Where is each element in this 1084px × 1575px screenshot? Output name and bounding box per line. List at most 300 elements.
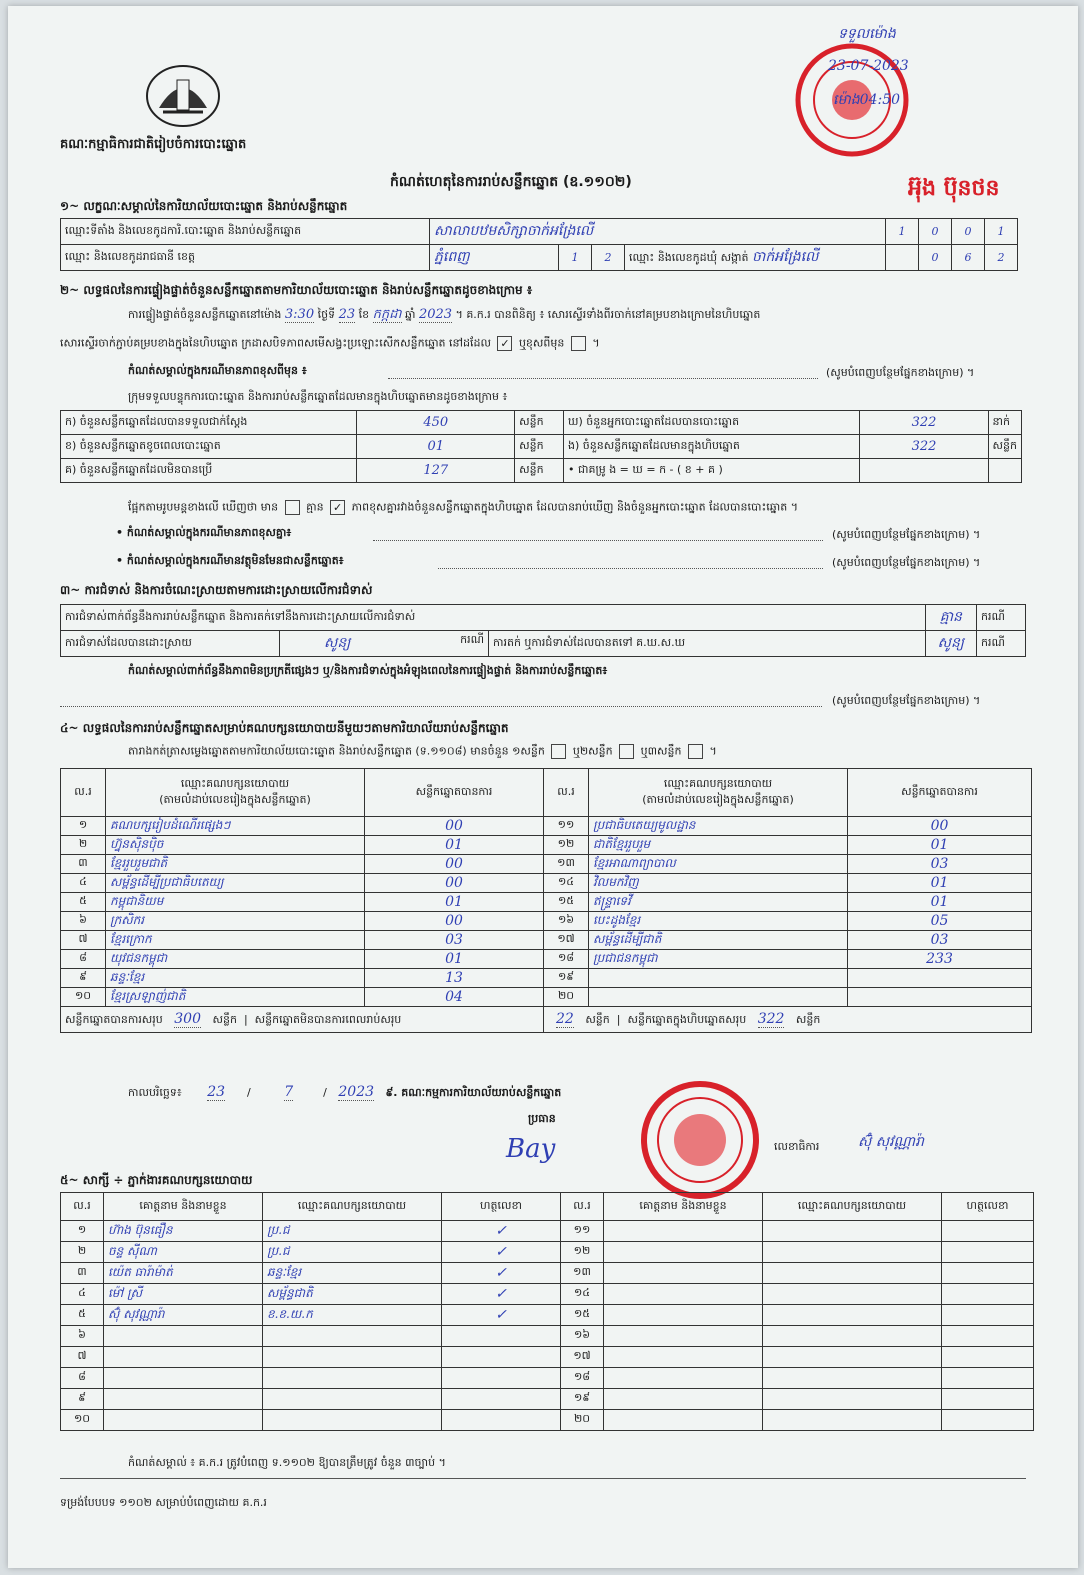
- witness-no-right: ១១: [561, 1221, 604, 1242]
- has-diff-checkbox[interactable]: [285, 500, 300, 515]
- location-code-3: 0: [952, 219, 985, 245]
- witness-no-left: ១: [61, 1221, 104, 1242]
- witness-no-left: ៦: [61, 1326, 104, 1347]
- witness-row: [61, 1368, 1034, 1389]
- appeal-label: ការតក់ ឬការជំទាស់ដែលបានតទៅ គ.ឃ.ស.ឃ: [489, 631, 926, 657]
- party-no-left: ១០: [61, 988, 106, 1007]
- witness-no-right: ១៨: [561, 1368, 604, 1389]
- ballot-count-unit: សន្លឹក: [515, 459, 564, 483]
- ballot-count-label: ក) ចំនួនសន្លឹកឆ្នោតដែលបានទទួលជាក់ស្តែង: [61, 411, 357, 435]
- bullet1: • កំណត់សម្គាល់ក្នុងករណីមានភាពខុសគ្នា៖: [116, 526, 292, 539]
- party-no-right: ១៤: [544, 874, 589, 893]
- complaints-value: គ្មាន: [925, 605, 976, 631]
- commune-value: ចាក់អង្រែលើ: [752, 249, 819, 265]
- location-code-1: 1: [886, 219, 919, 245]
- ballot-count-table: [60, 410, 1022, 483]
- section1-heading: ១~ លក្ខណៈសម្គាល់នៃការិយាល័យបោះឆ្នោត និងរាប់សន្លឹកឆ្នោត: [60, 199, 348, 213]
- col-party-left-title: ឈ្មោះគណបក្សនយោបាយ: [180, 776, 290, 790]
- witness-sign-left: [442, 1326, 561, 1347]
- witness-no-right: ១៤: [561, 1284, 604, 1305]
- witness-table: [60, 1192, 1034, 1431]
- party-votes-right: [848, 988, 1032, 1007]
- line1-b: ថ្ងៃទី: [317, 308, 336, 321]
- ballot-count-row: [61, 411, 1022, 435]
- party-votes-left: 01: [365, 836, 544, 855]
- party-votes-left: 00: [365, 912, 544, 931]
- form-note: ទម្រង់បែបបទ ១១០២ សម្រាប់បំពេញដោយ គ.ក.រ: [60, 1496, 267, 1509]
- different-checkbox[interactable]: [571, 336, 586, 351]
- section2-sub: ក្រុមទទួលបន្ទុកការបោះឆ្នោត និងការរាប់សន្លឹកឆ្នោតដែលមានក្នុងហិបឆ្នោតមានដូចខាងក្រោម ៖: [128, 390, 508, 403]
- witness-row: [61, 1242, 1034, 1263]
- w-col-sign-left: ហត្ថលេខា: [442, 1193, 561, 1221]
- witness-party-left: ខ.ខ.យ.ក: [263, 1305, 442, 1326]
- witness-no-left: ៧: [61, 1347, 104, 1368]
- one-sheet-checkbox[interactable]: [551, 744, 566, 759]
- province-code-1: 1: [559, 245, 592, 271]
- three-sheet-checkbox[interactable]: [688, 744, 703, 759]
- witness-row: [61, 1389, 1034, 1410]
- line1-a: ការផ្ទៀងផ្ទាត់ចំនួនសន្លឹកឆ្នោតនៅម៉ោង: [128, 308, 282, 321]
- total-valid-unit: សន្លឹក: [212, 1012, 237, 1026]
- bullet1-suffix: (សូមបំពេញបន្ថែមផ្នែកខាងក្រោម) ។: [832, 528, 981, 541]
- witness-sign-right: [942, 1326, 1034, 1347]
- party-votes-right: 233: [848, 950, 1032, 969]
- col-party-left-sub: (តាមលំដាប់លេខរៀងក្នុងសន្លឹកឆ្នោត): [159, 792, 311, 806]
- section3-note-line: [60, 706, 822, 707]
- witness-party-right: [763, 1389, 942, 1410]
- line1-d: ឆ្នាំ: [405, 308, 416, 321]
- compare-line: [128, 500, 1028, 517]
- location-value: សាលាបឋមសិក្សាចាក់អង្រែលើ: [430, 219, 886, 245]
- party-party-right: [589, 969, 848, 988]
- note1-line: [388, 378, 818, 379]
- complaints-label: ការជំទាស់ពាក់ព័ន្ធនឹងការរាប់សន្លឹកឆ្នោត និងការតក់ទៅនឹងការដោះស្រាយលើការជំទាស់: [61, 605, 926, 631]
- party-votes-right: [848, 969, 1032, 988]
- bullet2-suffix: (សូមបំពេញបន្ថែមផ្នែកខាងក្រោម) ។: [832, 556, 981, 569]
- witness-party-right: [763, 1347, 942, 1368]
- total-valid-label: សន្លឹកឆ្នោតបានការសរុប: [65, 1012, 163, 1026]
- province-label: ឈ្មោះ និងលេខកូដរាជធានី ខេត្ត: [61, 245, 430, 271]
- party-no-left: ១: [61, 817, 106, 836]
- complaints-unit: ករណី: [977, 605, 1026, 631]
- witness-sign-left: [442, 1347, 561, 1368]
- party-no-left: ៧: [61, 931, 106, 950]
- witness-no-left: ៨: [61, 1368, 104, 1389]
- witness-sign-right: [942, 1347, 1034, 1368]
- w-col-party-right: ឈ្មោះគណបក្សនយោបាយ: [763, 1193, 942, 1221]
- witness-no-right: ១៣: [561, 1263, 604, 1284]
- w-col-no-right: ល.រ: [561, 1193, 604, 1221]
- witness-name-right: [604, 1263, 763, 1284]
- results-row: [61, 931, 1032, 950]
- w-col-name-left: គោត្តនាម និងនាមខ្លួន: [104, 1193, 263, 1221]
- witness-row: [61, 1221, 1034, 1242]
- results-row: [61, 893, 1032, 912]
- compare-a: ផ្អែកតាមរូបមន្តខាងលើ ឃើញថា មាន: [128, 500, 279, 514]
- section2-heading: ២~ លទ្ធផលនៃការផ្ទៀងផ្ទាត់ចំនួនសន្លឹកឆ្នោតតាមការិយាល័យបោះឆ្នោត និងរាប់សន្លឹកឆ្នោតដូចខាងក្រោម ៖: [60, 283, 533, 297]
- witness-sign-right: [942, 1284, 1034, 1305]
- witness-row: [61, 1305, 1034, 1326]
- party-party-left: គណបក្សរៀបដំណើរផ្សេងៗ: [106, 817, 365, 836]
- party-no-left: ៣: [61, 855, 106, 874]
- complaints-table: [60, 604, 1026, 657]
- party-party-right: វិលមកវិញ: [589, 874, 848, 893]
- location-code-2: 0: [919, 219, 952, 245]
- compare-c: ភាពខុសគ្នារវាងចំនួនសន្លឹកឆ្នោតក្នុងហិបឆ្នោត ដែលបានរាប់ឃើញ និងចំនួនអ្នកបោះឆ្នោត ដែលបានបោះឆ្នោត ។: [351, 500, 798, 514]
- section4-intro: តារាងកត់ត្រាសម្លេងឆ្នោតតាមការិយាល័យបោះឆ្នោត និងរាប់សន្លឹកឆ្នោត (ទ.១១០៨) មានចំនួន ១សន្លឹក ឬ២សន្លឹក ឬ៣សន្លឹក ។: [128, 744, 717, 758]
- witness-name-left: [104, 1347, 263, 1368]
- party-no-left: ៥: [61, 893, 106, 912]
- time-value: 3:30: [284, 307, 315, 322]
- party-votes-left: 00: [365, 874, 544, 893]
- note1: កំណត់សម្គាល់ក្នុងករណីមានភាពខុសពីមុន ៖: [128, 364, 307, 377]
- col-no-right: ល.រ: [544, 769, 589, 817]
- witness-no-right: ១២: [561, 1242, 604, 1263]
- committee-sign-label: ៩. គណៈកម្មការការិយាល័យរាប់សន្លឹកឆ្នោត: [385, 1086, 562, 1099]
- witness-name-left: យ៉េត ធារ៉ាម៉ាត់: [104, 1263, 263, 1284]
- party-party-left: យុវជនកម្ពុជា: [106, 950, 365, 969]
- nec-emblem-icon: [143, 58, 223, 130]
- resolved-label: ការជំទាស់ដែលបានដោះស្រាយ: [61, 631, 280, 657]
- appeal-value: សូន្យ: [925, 631, 976, 657]
- party-votes-right: 01: [848, 836, 1032, 855]
- witness-row: [61, 1284, 1034, 1305]
- appeal-unit: ករណី: [977, 631, 1026, 657]
- witness-name-left: [104, 1368, 263, 1389]
- total-invalid-unit: សន្លឹក: [585, 1012, 610, 1026]
- col-votes-right: សន្លឹកឆ្នោតបានការ: [848, 769, 1032, 817]
- ballot-count-value2: [860, 459, 988, 483]
- witness-party-left: សម្ព័ន្ធជាតិ: [263, 1284, 442, 1305]
- total-box-label: សន្លឹកឆ្នោតក្នុងហិបឆ្នោតសរុប: [627, 1012, 747, 1026]
- witness-party-left: [263, 1389, 442, 1410]
- secretary-signature: ស៊ុំ សុវណ្ណារ៉ា: [858, 1134, 924, 1150]
- stamp-note-2: 23-07-2023: [828, 58, 909, 74]
- resolved-value: សូន្យ: [324, 635, 351, 651]
- date-label: កាលបរិច្ឆេទ៖: [128, 1086, 182, 1099]
- witness-sign-left: [442, 1410, 561, 1431]
- witness-name-right: [604, 1242, 763, 1263]
- witness-no-left: ៩: [61, 1389, 104, 1410]
- section1-table: [60, 218, 1018, 271]
- results-row: [61, 817, 1032, 836]
- party-no-right: ១៨: [544, 950, 589, 969]
- witness-name-left: [104, 1389, 263, 1410]
- ballot-count-label2: ង) ចំនួនសន្លឹកឆ្នោតដែលមានក្នុងហិបឆ្នោត: [564, 435, 860, 459]
- location-label: ឈ្មោះទីតាំង និងលេខកូដការិ.បោះឆ្នោត និងរាប់សន្លឹកឆ្នោត: [61, 219, 430, 245]
- line1-c: ខែ: [358, 308, 370, 321]
- witness-party-left: ឆន្ទៈខ្មែរ: [263, 1263, 442, 1284]
- party-no-right: ១៩: [544, 969, 589, 988]
- same-checkbox[interactable]: ✓: [497, 336, 512, 351]
- party-votes-left: 04: [365, 988, 544, 1007]
- official-seal: [630, 1080, 770, 1200]
- witness-sign-left: ✓: [442, 1242, 561, 1263]
- party-no-right: ១៦: [544, 912, 589, 931]
- witness-party-left: ប្រ.ជ: [263, 1242, 442, 1263]
- line2-text: សោរស្ទើរចាក់ភ្ជាប់គម្របខាងក្នុងនៃហិបឆ្នោត ក្រដាសបិទភាពសមើសង្វះប្រឡោះសើកសន្លឹកឆ្នោត នៅដដែល: [60, 336, 491, 350]
- witness-party-right: [763, 1326, 942, 1347]
- total-invalid-value: 22: [556, 1010, 574, 1027]
- witness-sign-left: [442, 1389, 561, 1410]
- date-day: 23: [207, 1084, 226, 1100]
- ballot-count-label2: • ជាគម្រូ ង = ឃ = ក - ( ខ + គ ): [564, 459, 860, 483]
- total-valid-value: 300: [174, 1010, 201, 1027]
- witness-party-left: [263, 1326, 442, 1347]
- party-no-right: ១១: [544, 817, 589, 836]
- ballot-count-unit2: នាក់: [988, 411, 1021, 435]
- witness-sign-right: [942, 1305, 1034, 1326]
- witness-sign-left: ✓: [442, 1284, 561, 1305]
- witness-sign-left: ✓: [442, 1305, 561, 1326]
- date-year: 2023: [338, 1084, 375, 1100]
- witness-sign-right: [942, 1410, 1034, 1431]
- ballot-count-label: ខ) ចំនួនសន្លឹកឆ្នោតខូចពេលបោះឆ្នោត: [61, 435, 357, 459]
- form-title: កំណត់ហេតុនៃការរាប់សន្លឹកឆ្នោត (ឧ.១១០២): [390, 174, 632, 190]
- party-votes-left: 00: [365, 855, 544, 874]
- ballot-count-label: គ) ចំនួនសន្លឹកឆ្នោតដែលមិនបានប្រើ: [61, 459, 357, 483]
- witness-no-left: ២: [61, 1242, 104, 1263]
- two-sheet-checkbox[interactable]: [619, 744, 634, 759]
- month-value: កក្កដា: [372, 307, 402, 322]
- party-party-right: ឥន្ទ្រាទេវី: [589, 893, 848, 912]
- witness-party-left: ប្រ.ជ: [263, 1221, 442, 1242]
- document-page: [8, 6, 1078, 1568]
- results-row: [61, 950, 1032, 969]
- party-votes-right: 03: [848, 931, 1032, 950]
- total-box-cell: 22 សន្លឹក | សន្លឹកឆ្នោតក្នុងហិបឆ្នោតសរុប 322 សន្លឹក: [544, 1007, 1032, 1033]
- witness-no-right: ១៧: [561, 1347, 604, 1368]
- ballot-count-row: [61, 435, 1022, 459]
- witness-sign-left: ✓: [442, 1263, 561, 1284]
- results-row: [61, 855, 1032, 874]
- party-no-right: ១២: [544, 836, 589, 855]
- party-votes-left: 00: [365, 817, 544, 836]
- witness-no-left: ៥: [61, 1305, 104, 1326]
- witness-no-right: ១៦: [561, 1326, 604, 1347]
- ballot-count-unit2: សន្លឹក: [988, 435, 1021, 459]
- intro-a: តារាងកត់ត្រាសម្លេងឆ្នោតតាមការិយាល័យបោះឆ្នោត និងរាប់សន្លឹកឆ្នោត (ទ.១១០៨) មានចំនួន ១សន្លឹក: [128, 744, 545, 758]
- witness-name-left: ស៊ុំ សុវណ្ណារ៉ា: [104, 1305, 263, 1326]
- witness-row: [61, 1410, 1034, 1431]
- witness-sign-right: [942, 1389, 1034, 1410]
- stamp-note-1: ទទួលម៉ោង: [838, 26, 896, 42]
- note1-suffix: (សូមបំពេញបន្ថែមផ្នែកខាងក្រោម) ។: [826, 366, 975, 379]
- witness-no-right: ១៥: [561, 1305, 604, 1326]
- party-party-right: ប្រជាធិបតេយ្យមូលដ្ឋាន: [589, 817, 848, 836]
- section2-line1: [128, 306, 1028, 325]
- party-party-left: សម្ព័ន្ធដើម្បីប្រជាធិបតេយ្យ: [106, 874, 365, 893]
- section3-note: កំណត់សម្គាល់ពាក់ព័ន្ធនឹងភាពមិនប្រក្រតីផ្សេងៗ ឬ/និងការជំទាស់ក្នុងអំឡុងពេលនៃការផ្ទៀងផ្ទាត់ និងការរាប់សន្លឹកឆ្នោត៖: [128, 664, 608, 677]
- party-no-right: ១៧: [544, 931, 589, 950]
- ballot-count-row: [61, 459, 1022, 483]
- ballot-count-unit: សន្លឹក: [515, 435, 564, 459]
- witness-party-right: [763, 1410, 942, 1431]
- witness-sign-right: [942, 1221, 1034, 1242]
- chair-label: ប្រធាន: [528, 1112, 556, 1125]
- footnote: កំណត់សម្គាល់ ៖ គ.ក.រ ត្រូវបំពេញ ទ.១១០២ ឱ្យបានត្រឹមត្រូវ ចំនួន ៣ច្បាប់ ។: [128, 1456, 446, 1469]
- party-votes-right: 03: [848, 855, 1032, 874]
- results-row: [61, 836, 1032, 855]
- witness-name-right: [604, 1326, 763, 1347]
- witness-sign-right: [942, 1263, 1034, 1284]
- party-party-right: សម្ព័ន្ធដើម្បីជាតិ: [589, 931, 848, 950]
- col-party-right-title: ឈ្មោះគណបក្សនយោបាយ: [663, 776, 773, 790]
- party-no-left: ៩: [61, 969, 106, 988]
- resolved-unit: ករណី: [460, 633, 484, 646]
- year-value: 2023: [418, 307, 453, 322]
- witness-no-left: ១០: [61, 1410, 104, 1431]
- section4-heading: ៤~ លទ្ធផលនៃការរាប់សន្លឹកឆ្នោតសម្រាប់គណបក្សនយោបាយនីមួយៗតាមការិយាល័យរាប់សន្លឹកឆ្នោត: [60, 721, 509, 735]
- ballot-count-value: 450: [357, 411, 515, 435]
- witness-party-left: [263, 1368, 442, 1389]
- party-party-left: ហ្វ៊ុនស៊ិនប៉ិច: [106, 836, 365, 855]
- party-no-right: ១៣: [544, 855, 589, 874]
- party-party-left: ខ្មែររួបរួមជាតិ: [106, 855, 365, 874]
- no-diff-checkbox[interactable]: ✓: [330, 500, 345, 515]
- section3-note-suffix: (សូមបំពេញបន្ថែមផ្នែកខាងក្រោម) ។: [832, 694, 981, 707]
- total-box-value: 322: [757, 1010, 785, 1027]
- party-votes-right: 05: [848, 912, 1032, 931]
- witness-name-left: [104, 1410, 263, 1431]
- w-col-no-left: ល.រ: [61, 1193, 104, 1221]
- red-name-label: អ៊ុង ប៊ុនថន: [908, 176, 1000, 201]
- results-row: [61, 912, 1032, 931]
- witness-name-right: [604, 1368, 763, 1389]
- commune-label-text: ឈ្មោះ និងលេខកូដឃុំ សង្កាត់: [629, 251, 749, 264]
- witness-no-left: ៤: [61, 1284, 104, 1305]
- ballot-count-value2: 322: [860, 411, 988, 435]
- col-party-right: [589, 769, 848, 817]
- witness-name-right: [604, 1410, 763, 1431]
- bullet1-line: [373, 540, 823, 541]
- witness-name-left: [104, 1326, 263, 1347]
- party-no-left: ២: [61, 836, 106, 855]
- party-party-right: ខ្មែរអាណាព្យាបាល: [589, 855, 848, 874]
- resolved-cell: [280, 631, 489, 657]
- secretary-label: លេខាធិការ: [774, 1140, 820, 1153]
- party-no-left: ៤: [61, 874, 106, 893]
- party-votes-right: 01: [848, 874, 1032, 893]
- bullet2: • កំណត់សម្គាល់ក្នុងករណីមានវត្ថុមិនមែនជាសន្លឹកឆ្នោត៖: [116, 554, 344, 567]
- province-code-2: 2: [592, 245, 625, 271]
- ballot-count-value: 01: [357, 435, 515, 459]
- witness-name-right: [604, 1284, 763, 1305]
- witness-no-left: ៣: [61, 1263, 104, 1284]
- results-row: [61, 874, 1032, 893]
- w-col-sign-right: ហត្ថលេខា: [942, 1193, 1034, 1221]
- ballot-count-label2: ឃ) ចំនួនអ្នកបោះឆ្នោតដែលបានបោះឆ្នោត: [564, 411, 860, 435]
- party-party-left: ឆន្ទៈខ្មែរ: [106, 969, 365, 988]
- section3-heading: ៣~ ការជំទាស់ និងការចំណេះស្រាយតាមការដោះស្រាយលើការជំទាស់: [60, 583, 373, 597]
- party-party-right: [589, 988, 848, 1007]
- date-month: 7: [284, 1084, 294, 1100]
- w-col-name-right: គោត្តនាម និងនាមខ្លួន: [604, 1193, 763, 1221]
- day-value: 23: [338, 307, 356, 322]
- witness-party-right: [763, 1263, 942, 1284]
- witness-name-right: [604, 1221, 763, 1242]
- commune-label: [625, 245, 886, 271]
- col-party-right-sub: (តាមលំដាប់លេខរៀងក្នុងសន្លឹកឆ្នោត): [642, 792, 794, 806]
- date-line: កាលបរិច្ឆេទ៖ 23 / 7 / 2023 ៩. គណៈកម្មការការិយាល័យរាប់សន្លឹកឆ្នោត: [128, 1084, 562, 1100]
- party-party-left: កម្ពុជានិយម: [106, 893, 365, 912]
- party-votes-right: 01: [848, 893, 1032, 912]
- commune-code-2: 6: [952, 245, 985, 271]
- witness-sign-right: [942, 1368, 1034, 1389]
- col-votes-left: សន្លឹកឆ្នោតបានការ: [365, 769, 544, 817]
- witness-party-right: [763, 1284, 942, 1305]
- witness-sign-left: [442, 1368, 561, 1389]
- witness-no-right: ១៩: [561, 1389, 604, 1410]
- witness-name-right: [604, 1305, 763, 1326]
- party-votes-right: 00: [848, 817, 1032, 836]
- witness-row: [61, 1347, 1034, 1368]
- ballot-count-unit2: [988, 459, 1021, 483]
- party-votes-left: 01: [365, 893, 544, 912]
- province-value: ភ្នំពេញ: [430, 245, 559, 271]
- party-no-right: ១៥: [544, 893, 589, 912]
- party-party-right: បេះដូងខ្មែរ: [589, 912, 848, 931]
- w-col-party-left: ឈ្មោះគណបក្សនយោបាយ: [263, 1193, 442, 1221]
- footer-divider: [60, 1478, 1026, 1479]
- line2-b: ឬខុសពីមុន: [518, 336, 565, 350]
- total-invalid-label: សន្លឹកឆ្នោតមិនបានការពេលរាប់សរុប: [254, 1012, 402, 1026]
- bullet2-line: [438, 568, 823, 569]
- witness-row: [61, 1263, 1034, 1284]
- intro-c: ឬ៣សន្លឹក: [640, 744, 682, 758]
- results-row: [61, 988, 1032, 1007]
- party-party-right: ជាតិខ្មែររួបរួម: [589, 836, 848, 855]
- party-no-left: ៦: [61, 912, 106, 931]
- intro-b: ឬ២សន្លឹក: [572, 744, 613, 758]
- total-valid-cell: សន្លឹកឆ្នោតបានការសរុប 300 សន្លឹក | សន្លឹកឆ្នោតមិនបានការពេលរាប់សរុប: [61, 1007, 544, 1033]
- witness-sign-right: [942, 1242, 1034, 1263]
- total-box-unit: សន្លឹក: [795, 1012, 821, 1026]
- party-party-left: ខ្មែរក្រោក: [106, 931, 365, 950]
- section5-heading: ៥~ សាក្សី ÷ ភ្នាក់ងារគណបក្សនយោបាយ: [60, 1173, 253, 1187]
- witness-name-right: [604, 1389, 763, 1410]
- witness-party-right: [763, 1368, 942, 1389]
- witness-name-left: ហ៊ាង ប៊ុនធឿន: [104, 1221, 263, 1242]
- party-party-right: ប្រជាជនកម្ពុជា: [589, 950, 848, 969]
- col-no-left: ល.រ: [61, 769, 106, 817]
- witness-no-right: ២០: [561, 1410, 604, 1431]
- stamp-note-3: ម៉ោង04:50: [833, 92, 901, 108]
- line1-e: ។ គ.ក.រ បានពិនិត្យ ៖ សោរស្ទើរទាំងពីរចាក់នៅគម្របខាងក្រោមនៃហិបឆ្នោត: [455, 308, 761, 321]
- location-code-4: 1: [985, 219, 1018, 245]
- compare-b: គ្មាន: [306, 500, 324, 514]
- witness-party-left: [263, 1410, 442, 1431]
- witness-name-left: ម៉ៅ ស្រី: [104, 1284, 263, 1305]
- party-no-right: ២០: [544, 988, 589, 1007]
- witness-party-right: [763, 1221, 942, 1242]
- commune-code-blank: [886, 245, 919, 271]
- witness-row: [61, 1326, 1034, 1347]
- witness-name-right: [604, 1347, 763, 1368]
- witness-party-right: [763, 1242, 942, 1263]
- committee-name: គណៈកម្មាធិការជាតិរៀបចំការបោះឆ្នោត: [60, 137, 247, 152]
- party-votes-left: 13: [365, 969, 544, 988]
- ballot-count-value: 127: [357, 459, 515, 483]
- party-party-left: ក្រសិករ: [106, 912, 365, 931]
- witness-name-left: ចន្ទ សុីណា: [104, 1242, 263, 1263]
- commune-code-1: 0: [919, 245, 952, 271]
- witness-party-left: [263, 1347, 442, 1368]
- witness-sign-left: ✓: [442, 1221, 561, 1242]
- witness-party-right: [763, 1305, 942, 1326]
- section2-line2: សោរស្ទើរចាក់ភ្ជាប់គម្របខាងក្នុងនៃហិបឆ្នោត ក្រដាសបិទភាពសមើសង្វះប្រឡោះសើកសន្លឹកឆ្នោត នៅដដែល ✓ ឬខុសពីមុន ។: [60, 336, 600, 350]
- ballot-count-value2: 322: [860, 435, 988, 459]
